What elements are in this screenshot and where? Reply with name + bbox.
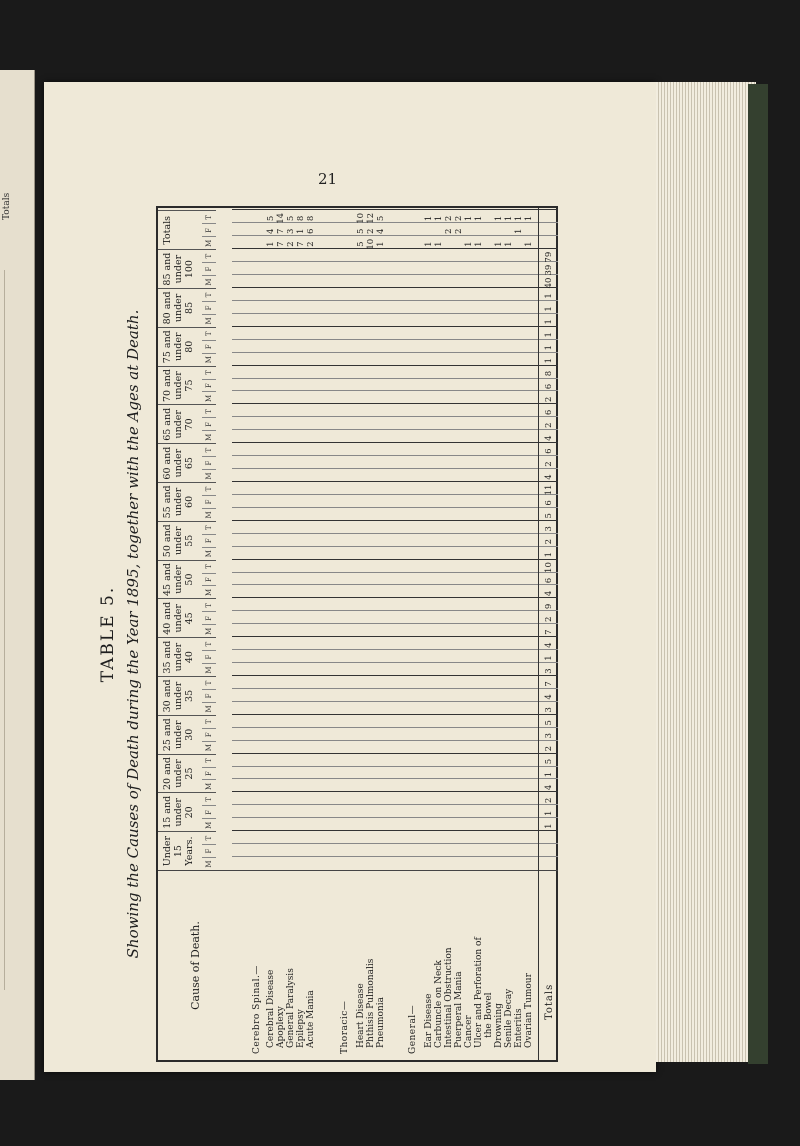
mft-label: F: [202, 805, 216, 818]
mft-label: T: [205, 447, 213, 453]
mft-label: M: [202, 236, 216, 249]
cause-row: Drowning: [494, 1003, 504, 1048]
grid-line: [232, 584, 558, 585]
mft-label: F: [202, 262, 216, 275]
totals-cell: 1: [544, 357, 554, 364]
age-group-header: 25 and under 30: [158, 715, 202, 754]
totals-cell: 6: [544, 409, 554, 416]
grid-line: [232, 740, 558, 741]
grid-line: [232, 326, 558, 327]
mft-label: M: [202, 779, 216, 792]
totals-cell: 6: [544, 500, 554, 506]
totals-column-cell: 2: [444, 228, 454, 234]
totals-column-cell: 1: [524, 215, 534, 222]
rotated-table-block: [86, 206, 566, 1062]
mft-label: T: [205, 835, 213, 841]
cause-row: Ulcer and Perforation of: [474, 937, 484, 1048]
cause-row: Puerperal Mania: [454, 971, 464, 1048]
totals-cell: 1: [544, 810, 554, 816]
totals-cell: 4: [544, 435, 554, 441]
grid-line: [232, 610, 558, 611]
mft-subheader: [202, 404, 216, 443]
cause-row: Cancer: [464, 1015, 474, 1048]
grid-line: [232, 830, 558, 831]
totals-cell: 1: [544, 306, 554, 312]
grid-line: [232, 727, 558, 728]
totals-column-cell: 5: [286, 215, 296, 222]
totals-column-cell: 1: [424, 241, 434, 247]
totals-column-cell: 2: [306, 241, 316, 247]
grid-line: [232, 352, 558, 353]
mft-label: M: [202, 547, 216, 560]
mft-label: M: [202, 508, 216, 521]
cause-column: [232, 870, 558, 1060]
grid-line: [232, 572, 558, 573]
mft-label: T: [205, 486, 213, 492]
age-group-header: 35 and under 40: [158, 637, 202, 676]
totals-cell: 4: [544, 590, 554, 597]
totals-cell: 7: [544, 681, 554, 687]
age-group-header: 30 and under 35: [158, 676, 202, 715]
grid-line: [232, 455, 558, 456]
totals-column-cell: 1: [514, 215, 524, 222]
totals-cell: 2: [544, 538, 554, 545]
totals-cell: 1: [544, 344, 554, 351]
mft-label: T: [205, 797, 213, 802]
mft-label: T: [205, 253, 213, 259]
grid-line: [232, 274, 558, 275]
age-group-header: 20 and under 25: [158, 754, 202, 793]
mft-subheader: [202, 521, 216, 560]
totals-column-cell: 1: [376, 241, 386, 247]
grid-line: [232, 804, 558, 805]
totals-column-cell: 1: [474, 241, 484, 247]
totals-cell: 3: [544, 668, 554, 674]
mft-subheader: [202, 288, 216, 327]
age-group-header: 65 and under 70: [158, 404, 202, 443]
mft-subheader: [202, 676, 216, 715]
grid-line: [232, 753, 558, 754]
totals-cell: 6: [544, 383, 554, 390]
grid-line: [232, 843, 558, 844]
age-group-header: 55 and under 60: [158, 482, 202, 521]
cause-row: General Paralysis: [286, 968, 296, 1048]
cause-row: Pneumonia: [376, 997, 386, 1048]
grid-line: [232, 261, 558, 262]
totals-divider: [538, 208, 539, 1060]
mft-subheader: [202, 443, 216, 482]
cause-row: Ear Disease: [424, 993, 434, 1048]
grid-line: [232, 856, 558, 857]
totals-cell: 1: [544, 771, 554, 778]
age-group-header: 60 and under 65: [158, 443, 202, 482]
mft-label: M: [202, 818, 216, 831]
table-title: TABLE 5.: [98, 585, 118, 683]
totals-cell: 4: [544, 474, 554, 480]
totals-column-cell: 1: [504, 241, 514, 247]
facing-page-edge: [0, 70, 35, 1080]
mft-label: T: [205, 564, 213, 569]
mft-label: M: [202, 391, 216, 404]
cause-row: Ovarian Tumour: [524, 973, 534, 1048]
grid-line: [232, 287, 558, 288]
mft-label: F: [202, 223, 216, 236]
totals-column-cell: 1: [434, 215, 444, 222]
mft-label: F: [202, 456, 216, 469]
facing-page-labels: [2, 192, 32, 990]
page-number: 21: [318, 170, 338, 188]
totals-column-cell: 1: [424, 215, 434, 222]
age-group-header: 85 and under 100: [158, 249, 202, 288]
age-group-header: 70 and under 75: [158, 366, 202, 405]
mft-subheader: [202, 210, 216, 249]
table-subtitle: Showing the Causes of Death during the Year 1895, together with the Ages at Death.: [124, 309, 142, 959]
mft-label: M: [202, 585, 216, 598]
cause-row: Heart Disease: [356, 983, 366, 1048]
mft-label: M: [202, 624, 216, 637]
mft-subheader: [202, 366, 216, 405]
totals-column-cell: 5: [266, 215, 276, 222]
mft-label: M: [202, 430, 216, 443]
mft-label: M: [202, 275, 216, 288]
grid-line: [232, 429, 558, 430]
mft-label: T: [205, 215, 213, 220]
cause-row: Intestinal Obstruction: [444, 947, 454, 1048]
table-body: [232, 208, 558, 1060]
totals-cell: 1: [544, 823, 554, 829]
totals-cell: 2: [544, 396, 554, 403]
mft-subheader: [202, 327, 216, 366]
totals-cell: 1: [544, 655, 554, 661]
totals-column-cell: 7: [296, 241, 306, 247]
totals-cell: 1: [544, 551, 554, 558]
mft-label: M: [202, 663, 216, 676]
age-group-header: Totals: [158, 210, 202, 249]
totals-column-cell: 10: [356, 212, 366, 224]
mft-label: M: [202, 314, 216, 327]
totals-cell: 6: [544, 577, 554, 584]
age-group-header: 45 and under 50: [158, 560, 202, 599]
facing-page-label: Totals: [2, 192, 12, 220]
grid-line: [232, 636, 558, 637]
mft-label: T: [205, 525, 213, 531]
grid-line: [232, 701, 558, 702]
grid-line: [232, 533, 558, 534]
mft-label: F: [202, 534, 216, 547]
totals-cell: 3: [544, 732, 554, 739]
totals-column-cell: 1: [474, 215, 484, 222]
grid-line: [232, 791, 558, 792]
totals-cell: 5: [544, 720, 554, 726]
totals-column-cell: 1: [494, 241, 504, 247]
grid-line: [232, 546, 558, 547]
totals-cell: 5: [544, 758, 554, 765]
totals-column-cell: 5: [356, 228, 366, 234]
mft-label: T: [205, 603, 213, 608]
grid-line: [232, 714, 558, 715]
mft-label: M: [202, 702, 216, 715]
cause-row: Phthisis Pulmonalis: [366, 958, 376, 1048]
grid-line: [232, 766, 558, 767]
grid-line: [232, 520, 558, 521]
book-cover: [748, 84, 768, 1064]
totals-column-cell: 5: [356, 241, 366, 247]
totals-column-cell: 1: [504, 215, 514, 222]
mft-label: T: [205, 409, 213, 414]
grid-line: [232, 339, 558, 340]
mft-label: F: [202, 417, 216, 430]
cause-row: Apoplexy: [276, 1006, 286, 1048]
mft-label: F: [202, 340, 216, 353]
totals-column-cell: 1: [464, 215, 474, 222]
mft-subheader: [202, 482, 216, 521]
grid-line: [232, 481, 558, 482]
cause-row: Carbuncle on Neck: [434, 960, 444, 1048]
mft-label: F: [202, 573, 216, 586]
totals-cell: 10: [544, 562, 554, 573]
totals-cell: 2: [544, 616, 554, 622]
totals-column-cell: 7: [276, 241, 286, 247]
mft-label: F: [202, 301, 216, 314]
totals-column-cell: 2: [366, 228, 376, 234]
grid-line: [232, 494, 558, 495]
totals-cell: 7: [544, 629, 554, 635]
age-group-header: 40 and under 45: [158, 598, 202, 637]
mft-label: F: [202, 844, 216, 857]
grid-line: [232, 649, 558, 650]
totals-cell: 6: [544, 448, 554, 454]
totals-column-cell: 8: [296, 215, 306, 222]
mft-label: F: [202, 650, 216, 663]
totals-cell: 2: [544, 797, 554, 804]
totals-column-cell: 1: [494, 215, 504, 222]
totals-column-cell: 6: [306, 228, 316, 234]
mft-subheader: [202, 754, 216, 793]
totals-column-cell: 1: [434, 241, 444, 247]
totals-column-cell: 2: [444, 215, 454, 222]
mft-label: M: [202, 857, 216, 870]
totals-column-cell: 7: [276, 228, 286, 234]
totals-column-cell: 1: [266, 241, 276, 247]
cause-row: Enteritis: [514, 1008, 524, 1048]
totals-cell: 9: [544, 603, 554, 610]
grid-line: [232, 662, 558, 663]
totals-label: Totals: [544, 983, 555, 1020]
grid-line: [232, 623, 558, 624]
totals-column-cell: 1: [514, 228, 524, 234]
age-group-header: 50 and under 55: [158, 521, 202, 560]
totals-column-cell: 4: [266, 228, 276, 234]
grid-line: [232, 390, 558, 391]
totals-cell: 2: [544, 422, 554, 428]
mft-label: T: [205, 292, 213, 298]
cause-row: the Bowel: [484, 992, 494, 1038]
mft-subheader: [202, 598, 216, 637]
grid-line: [232, 468, 558, 469]
mft-label: F: [202, 767, 216, 780]
totals-column-cell: 12: [366, 212, 376, 224]
cause-row: Senile Decay: [504, 988, 514, 1048]
totals-cell: 3: [544, 526, 554, 532]
totals-cell: 1: [544, 293, 554, 299]
mft-label: T: [205, 719, 213, 725]
mft-subheader: [202, 637, 216, 676]
totals-column-cell: 1: [464, 241, 474, 247]
totals-column-cell: 10: [366, 238, 376, 250]
totals-column-cell: 5: [376, 215, 386, 222]
totals-cell: 2: [544, 461, 554, 467]
totals-cell: 5: [544, 513, 554, 519]
mft-label: T: [205, 758, 213, 763]
totals-column-cell: 14: [276, 212, 286, 224]
mft-label: F: [202, 379, 216, 392]
mft-label: M: [202, 741, 216, 754]
age-group-header: 75 and under 80: [158, 327, 202, 366]
cause-row: Acute Mania: [306, 990, 316, 1048]
totals-column-cell: 2: [286, 241, 296, 247]
grid-line: [232, 688, 558, 689]
grid-line: [232, 442, 558, 443]
totals-column-cell: 4: [376, 228, 386, 234]
totals-column-cell: 2: [454, 228, 464, 234]
totals-cell: 1: [544, 332, 554, 338]
totals-column-cell: 1: [524, 241, 534, 247]
age-group-header: 15 and under 20: [158, 792, 202, 831]
totals-cell: 40: [544, 277, 554, 289]
mft-label: F: [202, 611, 216, 624]
totals-column-cell: 2: [454, 215, 464, 222]
totals-cell: 2: [544, 745, 554, 752]
mft-label: F: [202, 728, 216, 741]
grid-line: [232, 559, 558, 560]
cause-row: Cerebral Disease: [266, 969, 276, 1048]
mft-subheader: [202, 249, 216, 288]
mft-label: F: [202, 689, 216, 702]
group-cerebro-spinal: Cerebro Spinal.—: [252, 965, 262, 1054]
group-thoracic: Thoracic—: [340, 1000, 350, 1054]
group-general: General—: [408, 1004, 418, 1054]
totals-cell: 79: [544, 251, 554, 263]
totals-cell: 3: [544, 707, 554, 713]
grid-line: [232, 378, 558, 379]
totals-cell: 4: [544, 642, 554, 648]
grid-line: [232, 416, 558, 417]
mft-label: T: [205, 331, 213, 337]
totals-column-cell: 8: [306, 215, 316, 222]
totals-column-cell: 1: [296, 228, 306, 234]
totals-cell: 39: [544, 264, 554, 276]
totals-cell: 4: [544, 694, 554, 700]
grid-line: [232, 365, 558, 366]
mft-label: M: [202, 469, 216, 482]
totals-cell: 11: [544, 484, 554, 496]
mft-label: F: [202, 495, 216, 508]
mft-label: T: [205, 370, 213, 375]
mft-subheader: [202, 715, 216, 754]
mft-label: T: [205, 641, 213, 647]
page-edges: [656, 82, 756, 1062]
grid-line: [232, 313, 558, 314]
grid-line: [232, 778, 558, 779]
mft-subheader: [202, 560, 216, 599]
grid-line: [232, 507, 558, 508]
totals-cell: 8: [544, 370, 554, 377]
mft-label: M: [202, 353, 216, 366]
cause-column-header: Cause of Death.: [158, 870, 232, 1060]
mortality-table: [156, 206, 558, 1062]
mft-label: T: [205, 680, 213, 686]
mft-subheader: [202, 831, 216, 870]
grid-line: [232, 597, 558, 598]
totals-cell: 1: [544, 319, 554, 325]
grid-line: [232, 300, 558, 301]
mft-subheader: [202, 792, 216, 831]
grid-line: [232, 403, 558, 404]
totals-cell: 4: [544, 784, 554, 791]
age-group-header: Under 15 Years.: [158, 831, 202, 870]
cause-row: Epilepsy: [296, 1009, 306, 1048]
totals-column-cell: 3: [286, 228, 296, 234]
grid-line: [232, 675, 558, 676]
age-group-header: 80 and under 85: [158, 288, 202, 327]
grid-line: [232, 817, 558, 818]
